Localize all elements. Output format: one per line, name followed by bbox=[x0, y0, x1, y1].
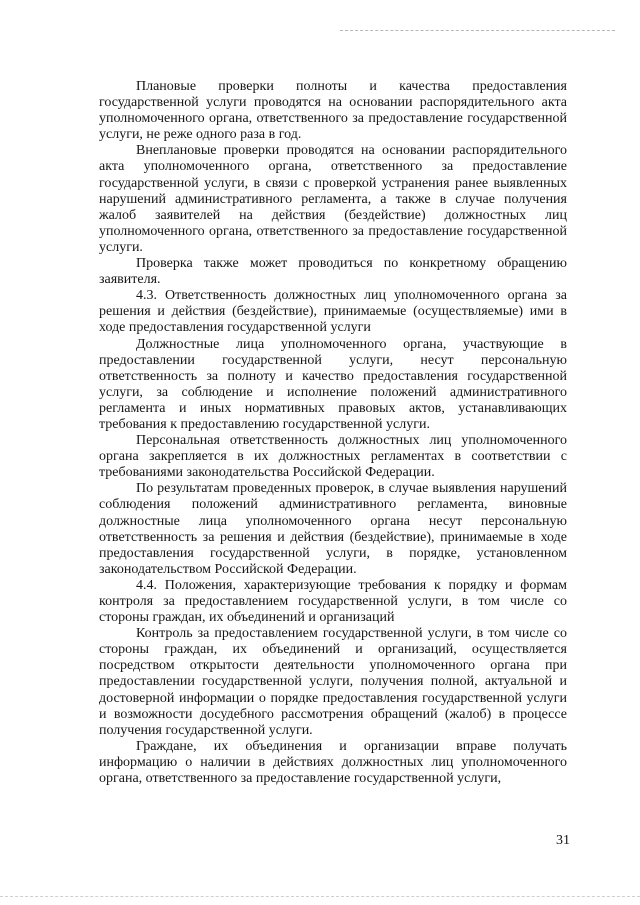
paragraph-public-control: Контроль за предоставлением государственной услуги, в том числе со стороны граждан, их объединений и организаций, осуществляется посредством открытости деятельности уполномоченного органа при предоставлении государственной услуги, получения полной, актуальной и достоверной информации о порядке предоставления государственной услуги и возможности досудебного рассмотрения обращений (жалоб) в процессе получения государственной услуги. bbox=[99, 626, 567, 738]
paragraph-officials-responsibility: Должностные лица уполномоченного органа, участвующие в предоставлении государственной услуги, несут персональную ответственность за полноту и качество предоставления государственной услуги, за соблюдение и исполнение положений административного регламента и иных нормативных правовых актов, устанавливающих требования к предоставлению государственной услуги. bbox=[99, 336, 567, 432]
paragraph-citizens-rights: Граждане, их объединения и организации вправе получать информацию о наличии в действиях должностных лиц уполномоченного органа, ответственного за предоставление государственной услуги, bbox=[99, 738, 567, 787]
page-number: 31 bbox=[556, 833, 570, 848]
paragraph-unscheduled-inspections: Внеплановые проверки проводятся на основании распорядительного акта уполномоченного органа, ответственного за предоставление государственной услуги, в связи с проверкой устранения ранее выявленных нарушений административного регламента, а также в случае получения жалоб заявителей на действия (бездействие) должностных лиц уполномоченного органа, ответственного за предоставление государственной услуги. bbox=[99, 143, 567, 255]
paragraph-personal-responsibility: Персональная ответственность должностных лиц уполномоченного органа закрепляется в их должностных регламентах в соответствии с требованиями законодательства Российской Федерации. bbox=[99, 433, 567, 481]
section-heading-4-4: 4.4. Положения, характеризующие требования к порядку и формам контроля за предоставлением государственной услуги, в том числе со стороны граждан, их объединений и организаций bbox=[99, 577, 567, 626]
section-heading-4-3: 4.3. Ответственность должностных лиц уполномоченного органа за решения и действия (бездействие), принимаемые (осуществляемые) ими в ходе предоставления государственной услуги bbox=[99, 288, 567, 336]
scan-header-rule bbox=[340, 30, 615, 31]
paragraph-scheduled-inspections: Плановые проверки полноты и качества предоставления государственной услуги проводятся на основании распорядительного акта уполномоченного органа, ответственного за предоставление государственной услуги, не реже одного раза в год. bbox=[99, 79, 567, 143]
document-body bbox=[99, 79, 567, 787]
paragraph-inspection-on-request: Проверка также может проводиться по конкретному обращению заявителя. bbox=[99, 256, 567, 288]
paragraph-inspection-results: По результатам проведенных проверок, в случае выявления нарушений соблюдения положений административного регламента, виновные должностные лица уполномоченного органа несут персональную ответственность за решения и действия (бездействие), принимаемые в ходе предоставления государственной услуги, в порядке, установленном законодательством Российской Федерации. bbox=[99, 481, 567, 577]
scan-footer-rule bbox=[0, 896, 640, 897]
